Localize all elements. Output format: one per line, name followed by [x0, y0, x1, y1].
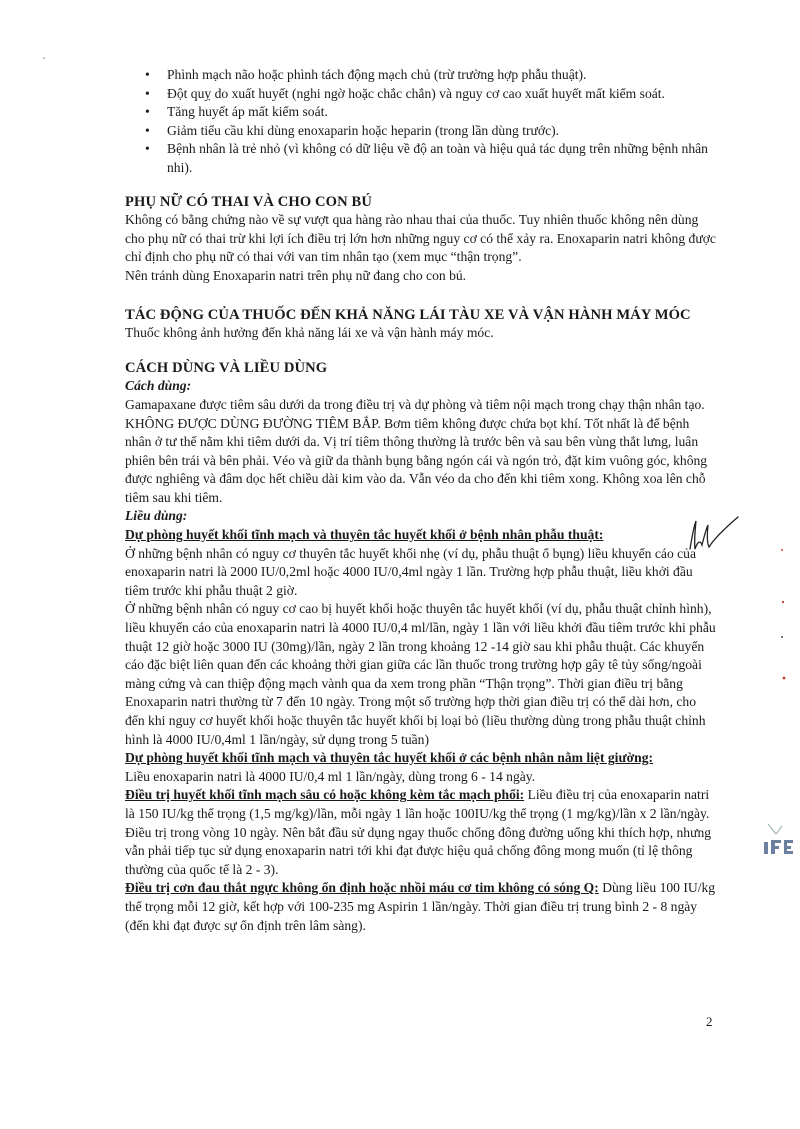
usage-label: Cách dùng:	[125, 378, 192, 394]
dvt-paragraph	[125, 786, 717, 879]
stamp-fragment	[762, 820, 796, 865]
handwritten-initials	[686, 515, 746, 560]
margin-marks	[760, 540, 790, 695]
bedridden-heading: Dự phòng huyết khối tĩnh mạch và thuyên tắc huyết khối ở các bệnh nhân nằm liệt giường:	[125, 750, 654, 766]
bedridden-text: Liều enoxaparin natri là 4000 IU/0,4 ml 1 lần/ngày, dùng trong 6 - 14 ngày.	[125, 768, 536, 784]
driving-text: Thuốc không ảnh hưởng đến khả năng lái xe và vận hành máy móc.	[125, 325, 494, 341]
list-item: • Đột quỵ do xuất huyết (nghi ngờ hoặc chắc chắn) và nguy cơ cao xuất huyết mất kiểm soát.	[125, 85, 717, 104]
page-content	[125, 66, 717, 935]
usage-text: Gamapaxane được tiêm sâu dưới da trong điều trị và dự phòng và tiêm nội mạch trong chạy thận nhân tạo. KHÔNG ĐƯỢC DÙNG ĐƯỜNG TIÊM BẮP. Bơm tiêm không được chứa bọt khí. Tốt nhất là để bệnh nhân ở tư thế nằm khi tiêm dưới da. Vị trí tiêm thông thường là trước bên và sau bên vùng thắt lưng, luân phiên bên trái và bên phải. Véo và giữ da thành bụng bằng ngón cái và ngón trỏ, đặt kim vuông góc, không được nghiêng và đâm dọc hết chiều dài kim vào da. Vẫn véo da cho đến khi tiêm xong. Không xoa lên chỗ tiêm sau khi tiêm.	[125, 396, 708, 505]
pregnancy-heading: PHỤ NỮ CÓ THAI VÀ CHO CON BÚ	[125, 193, 372, 210]
angina-paragraph	[125, 879, 717, 935]
surgical-heading: Dự phòng huyết khối tĩnh mạch và thuyên tắc huyết khối ở bệnh nhân phẫu thuật:	[125, 527, 604, 543]
pregnancy-paragraph: Nên tránh dùng Enoxaparin natri trên phụ nữ đang cho con bú.	[125, 267, 467, 283]
angina-text: Dùng liều 100 IU/kg thể trọng mỗi 12 giờ, kết hợp với 100-235 mg Aspirin 1 lần/ngày. Thời gian điều trị trung bình 2 - 8 ngày (đến khi đạt được sự ổn định trên lâm sàng).	[125, 880, 716, 933]
dvt-heading: Điều trị huyết khối tĩnh mạch sâu có hoặc không kèm tắc mạch phổi:	[125, 787, 525, 803]
list-item: • Tăng huyết áp mất kiểm soát.	[125, 103, 717, 122]
page-number: 2	[706, 1014, 713, 1029]
driving-heading: TÁC ĐỘNG CỦA THUỐC ĐẾN KHẢ NĂNG LÁI TÀU XE VÀ VẬN HÀNH MÁY MÓC	[125, 306, 691, 323]
dosage-heading: CÁCH DÙNG VÀ LIỀU DÙNG	[125, 359, 328, 376]
dose-label: Liều dùng:	[125, 508, 188, 524]
list-item: • Bệnh nhân là trẻ nhỏ (vì không có dữ liệu về độ an toàn và hiệu quả tác dụng trên những bệnh nhân nhi).	[125, 140, 717, 177]
angina-heading: Điều trị cơn đau thắt ngực không ổn định hoặc nhồi máu cơ tim không có sóng Q:	[125, 880, 599, 896]
pregnancy-paragraph: Không có bằng chứng nào về sự vượt qua hàng rào nhau thai của thuốc. Tuy nhiên thuốc không nên dùng cho phụ nữ có thai trừ khi lợi ích điều trị lớn hơn những nguy cơ có thể xảy ra. Enoxaparin natri không được chỉ định cho phụ nữ có thai với van tim nhân tạo (xem mục “thận trọng”.	[125, 212, 716, 265]
list-item: • Phình mạch não hoặc phình tách động mạch chủ (trừ trường hợp phẫu thuật).	[125, 66, 717, 85]
surgical-paragraph: Ở những bệnh nhân có nguy cơ thuyên tắc huyết khối nhẹ (ví dụ, phẫu thuật ổ bụng) liều khuyến cáo của enoxaparin natri là 2000 IU/0,2ml hoặc 4000 IU/0,4ml ngày 1 lần. Trường hợp phẫu thuật, liều khởi đầu tiêm trước khi phẫu thuật 2 giờ.	[125, 545, 697, 598]
list-item: • Giảm tiểu cầu khi dùng enoxaparin hoặc heparin (trong lần dùng trước).	[125, 122, 717, 141]
contraindications-list	[125, 66, 717, 178]
surgical-paragraph: Ở những bệnh nhân có nguy cơ cao bị huyết khối hoặc thuyên tắc huyết khối (ví dụ, phẫu thuật chỉnh hình), liều khuyến cáo của enoxaparin natri là 4000 IU/0,4 ml/lần, ngày 1 lần với liều khởi đầu tiêm trước khi phẫu thuật 12 giờ hoặc 3000 IU (30mg)/lần, ngày 2 lần trong khoảng 12 -14 giờ sau khi phẫu thuật. Các khuyến cáo đặc biệt liên quan đến các khoảng thời gian giữa các lần thuốc trong trường hợp gây tê tủy sống/ngoài màng cứng và can thiệp động mạch vành qua da xem trong phần “Thận trọng”. Thời gian điều trị bằng Enoxaparin natri thường từ 7 đến 10 ngày. Trong một số trường hợp thời gian điều trị có thể dài hơn, cho đến khi nguy cơ huyết khối hoặc thuyên tắc huyết khối bị loại bỏ (liều thường dùng trong phẫu thuật chỉnh hình là 4000 IU/0,4ml 1 lần/ngày, sử dụng trong 5 tuần)	[125, 601, 716, 747]
dvt-text: Liều điều trị của enoxaparin natri là 150 IU/kg thể trọng (1,5 mg/kg)/lần, mỗi ngày 1 lần hoặc 100IU/kg thể trọng (1 mg/kg)/lần x 2 lần/ngày. Điều trị trong vòng 10 ngày. Nên bắt đầu sử dụng ngay thuốc chống đông đường uống khi thích hợp, nhưng vẫn phải tiếp tục sử dụng enoxaparin natri tới khi đạt được hiệu quả chống đông mong muốn (tỉ lệ thông thường của quốc tế là 2 - 3).	[125, 787, 712, 877]
scan-speck	[40, 50, 50, 68]
